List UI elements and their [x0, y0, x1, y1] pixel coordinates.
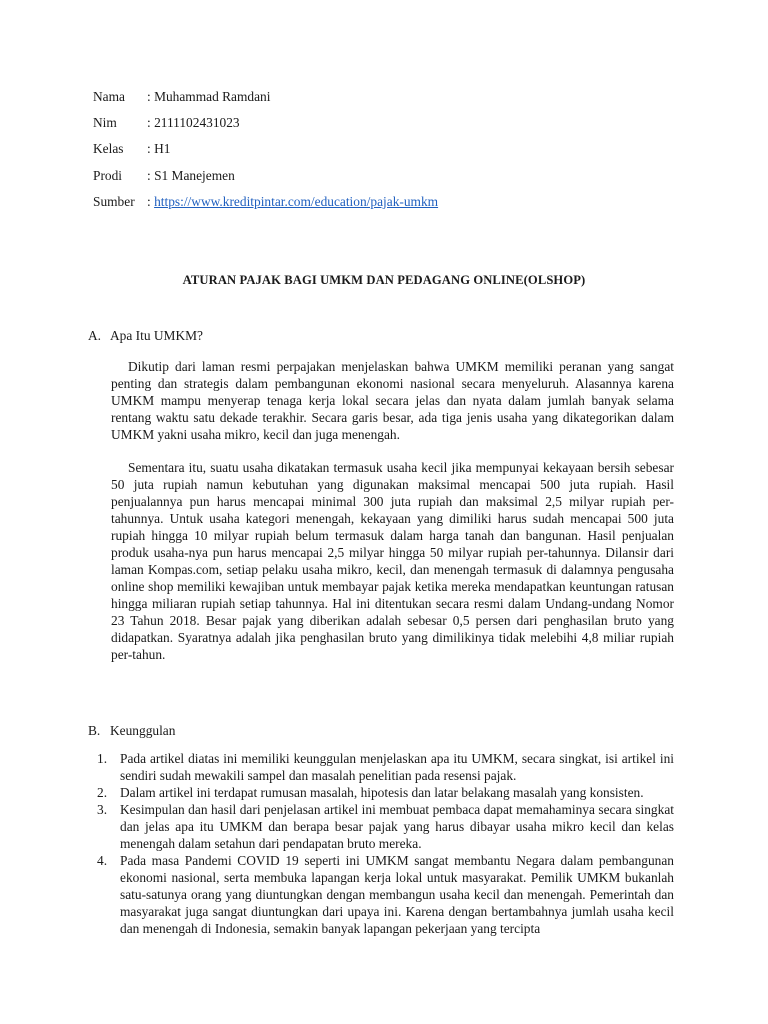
list-item — [93, 750, 674, 784]
paragraph: Dikutip dari laman resmi perpajakan menjelaskan bahwa UMKM memiliki peranan yang sangat penting dan strategis dalam pembangunan ekonomi nasional secara menyeluruh. Alasannya karena UMKM mampu menyerap tenaga kerja lokal secara jelas dan nyata dalam jumlah banyak selama rentang waktu satu dekade terakhir. Secara garis besar, ada tiga jenis usaha yang dikategorikan dalam UMKM yakni usaha mikro, kecil dan juga menengah. — [111, 359, 674, 442]
list-number: 2. — [97, 785, 108, 800]
source-link[interactable]: https://www.kreditpintar.com/education/pajak-umkm — [154, 194, 439, 209]
field-value: : H1 — [147, 141, 171, 156]
section-title: Keunggulan — [110, 723, 176, 738]
field-label: Prodi — [93, 168, 123, 183]
section-marker: B. — [88, 723, 101, 738]
paragraph: Sementara itu, suatu usaha dikatakan termasuk usaha kecil jika mempunyai kekayaan bersih sebesar 50 juta rupiah namun kebutuhan yang digunakan maksimal mencapai 500 juta rupiah. Hasil penjualannya pun harus mencapai minimal 300 juta rupiah dan maksimal 2,5 milyar rupiah per-tahunnya. Untuk usaha kategori menengah, kekayaan yang dimiliki harus sudah mencapai 500 juta rupiah hingga 10 milyar rupiah belum termasuk dalam harga tanah dan bangunan. Hasil penjualan produk usaha-nya pun harus mencapai 2,5 milyar hingga 50 milyar rupiah per-tahunnya. Dilansir dari laman Kompas.com, setiap pelaku usaha mikro, kecil, dan menengah termasuk di dalamnya pengusaha online shop memiliki kewajiban untuk membayar pajak ketika mereka mendapatkan keuntungan ratusan hingga miliaran rupiah setiap tahunnya. Hal ini ditentukan secara resmi dalam Undang-undang Nomor 23 Tahun 2018. Besar pajak yang diberikan adalah sebesar 0,5 persen dari penghasilan bruto yang didapatkan. Syaratnya adalah jika penghasilan bruto yang dimilikinya tidak melebihi 4,8 miliar rupiah per-tahun. — [111, 460, 674, 662]
section-title: Apa Itu UMKM? — [110, 328, 203, 343]
field-value: : S1 Manejemen — [147, 168, 235, 183]
field-value: : Muhammad Ramdani — [147, 89, 271, 104]
list-text: Dalam artikel ini terdapat rumusan masalah, hipotesis dan latar belakang masalah yang konsisten. — [120, 785, 644, 800]
source-prefix: : — [147, 194, 155, 209]
field-label: Nama — [93, 89, 125, 104]
list-number: 1. — [97, 751, 108, 766]
list-text: Pada masa Pandemi COVID 19 seperti ini UMKM sangat membantu Negara dalam pembangunan ekonomi nasional, serta membuka lapangan kerja lokal untuk masyarakat. Pemilik UMKM bukanlah satu-satunya orang yang diuntungkan dengan membangun usaha kecil dan menengah. Pemerintah dan masyarakat juga sangat diuntungkan dari upaya ini. Karena dengan bertambahnya jumlah usaha kecil dan menengah di Indonesia, semakin banyak lapangan pekerjaan yang tercipta — [120, 853, 674, 936]
list-text: Kesimpulan dan hasil dari penjelasan artikel ini membuat pembaca dapat memahaminya secara singkat dan jelas apa itu UMKM dan berapa besar pajak yang harus dibayar usaha mikro kecil dan kelas menengah dalam setahun dari pendapatan bruto mereka. — [120, 802, 674, 851]
section-b-heading — [88, 722, 175, 739]
field-value: : 2111102431023 — [147, 115, 240, 130]
list-text: Pada artikel diatas ini memiliki keunggulan menjelaskan apa itu UMKM, secara singkat, isi artikel ini sendiri sudah mewakili sampel dan masalah penelitian pada resensi pajak. — [120, 751, 674, 783]
document-title: ATURAN PAJAK BAGI UMKM DAN PEDAGANG ONLINE(OLSHOP) — [182, 273, 586, 287]
advantages-list — [93, 750, 674, 937]
section-marker: A. — [88, 328, 102, 343]
list-number: 4. — [97, 853, 108, 868]
list-item — [93, 784, 674, 801]
section-a-heading — [88, 327, 203, 344]
list-item — [93, 852, 674, 937]
field-label: Sumber — [93, 194, 135, 209]
list-item — [93, 801, 674, 852]
field-value — [147, 193, 438, 210]
field-label: Nim — [93, 115, 117, 130]
list-number: 3. — [97, 802, 108, 817]
field-label: Kelas — [93, 141, 124, 156]
